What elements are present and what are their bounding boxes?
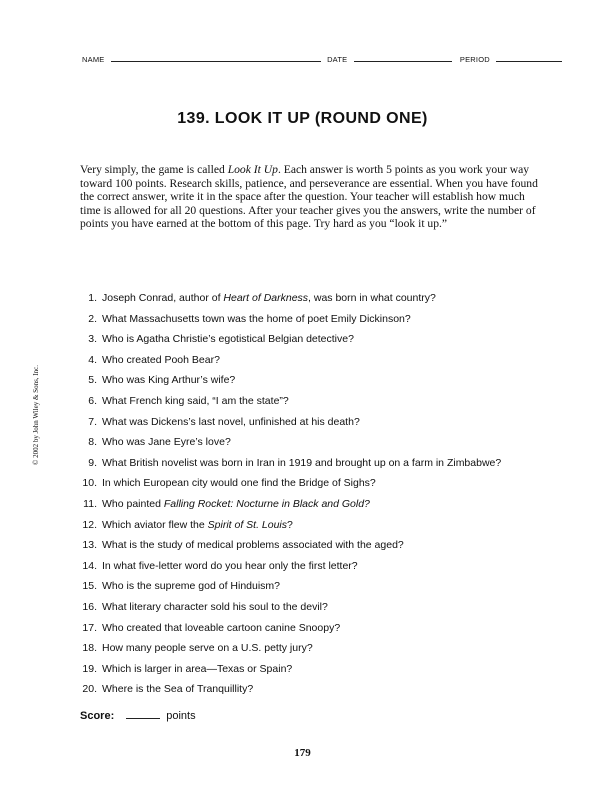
question-item [76,683,556,704]
date-field[interactable] [354,54,452,62]
question-number: 10. [82,477,97,490]
question-text: Who painted [102,497,164,510]
question-number: 15. [82,580,97,593]
question-text: What is the study of medical problems associated with the aged? [102,539,404,552]
question-text: What British novelist was born in Iran in 1919 and brought up on a farm in Zimbabwe? [102,456,502,469]
question-italic-title: Falling Rocket: Nocturne in Black and Gold? [163,497,370,510]
score-unit: points [166,710,196,722]
question-text: Joseph Conrad, author of [102,292,224,304]
name-field[interactable] [111,54,321,62]
question-text: Who is the supreme god of Hinduism? [102,580,281,593]
question-text: In what five-letter word do you hear only the first letter? [102,559,358,572]
question-number: 8. [88,436,97,449]
question-italic-title: Spirit of St. Louis [207,518,288,531]
game-name: Look It Up [227,163,278,176]
question-text: Where is the Sea of Tranquillity? [102,683,254,696]
question-text: Who is Agatha Christie’s egotistical Belgian detective? [102,333,354,346]
copyright-notice: © 2002 by John Wiley & Sons, Inc. [32,365,40,465]
question-number: 14. [82,559,97,572]
question-number: 4. [88,353,97,366]
question-item [76,436,556,457]
question-item [76,663,556,684]
question-number: 16. [82,600,97,613]
question-text: Who was Jane Eyre’s love? [102,436,231,449]
intro-paragraph [80,163,542,231]
question-text-end: , was born in what country? [308,292,436,304]
question-item [76,354,556,375]
worksheet-title: 139. LOOK IT UP (ROUND ONE) [177,110,428,127]
question-text-end: ? [287,518,293,531]
score-line [80,710,196,722]
date-label: DATE [327,55,348,64]
question-number: 18. [82,642,97,655]
question-item [76,560,556,581]
question-text: In which European city would one find the Bridge of Sighs? [102,477,376,490]
student-info-header [82,54,548,64]
question-item [76,313,556,334]
question-item [76,642,556,663]
question-italic-title: Heart of Darkness [223,292,309,304]
question-number: 20. [82,683,97,696]
question-number: 19. [82,662,97,675]
question-number: 5. [88,374,97,387]
question-item [76,374,556,395]
question-text: How many people serve on a U.S. petty jury? [102,642,313,655]
question-text: What literary character sold his soul to the devil? [102,600,328,613]
question-text: Who created Pooh Bear? [102,353,220,366]
question-number: 11. [83,497,97,510]
question-number: 2. [88,312,97,325]
score-label: Score: [80,710,115,722]
question-number: 13. [82,539,97,552]
intro-text-start: Very simply, the game is called [80,163,228,176]
question-item [76,498,556,519]
intro-text-end: . Each answer is worth 5 points as you work your way toward 100 points. Research skills, patience, and perseverance are essential. When you have found the correct answer, write it in the space after the question. Your teacher will establish how much time is allowed for all 20 questions. After your teacher gives you the answers, write the number of points you have earned at the bottom of this page. Try hard as you “look it up.” [80,163,538,231]
question-item [76,519,556,540]
question-number: 9. [88,456,97,469]
page-number: 179 [294,747,311,759]
question-text: Who was King Arthur’s wife? [102,374,236,387]
question-number: 7. [88,415,97,428]
period-field[interactable] [496,54,562,62]
question-item [76,292,556,313]
question-text: What Massachusetts town was the home of poet Emily Dickinson? [102,312,411,325]
question-item [76,395,556,416]
period-label: PERIOD [459,55,490,64]
question-text: What was Dickens’s last novel, unfinished at his death? [102,415,360,428]
question-number: 1. [88,292,97,304]
question-item [76,622,556,643]
question-text: Who created that loveable cartoon canine Snoopy? [102,621,341,634]
question-item [76,457,556,478]
question-number: 6. [88,394,97,407]
question-list [76,292,556,704]
question-text: Which aviator flew the [102,518,208,531]
question-number: 17. [82,621,97,634]
question-item [76,333,556,354]
question-item [76,580,556,601]
name-label: NAME [82,55,105,64]
question-number: 12. [82,518,97,531]
question-item [76,477,556,498]
question-item [76,416,556,437]
question-text: What French king said, “I am the state”? [102,394,289,407]
question-item [76,601,556,622]
question-number: 3. [88,333,97,346]
score-field[interactable] [126,718,160,719]
question-item [76,539,556,560]
question-text: Which is larger in area—Texas or Spain? [102,662,293,675]
